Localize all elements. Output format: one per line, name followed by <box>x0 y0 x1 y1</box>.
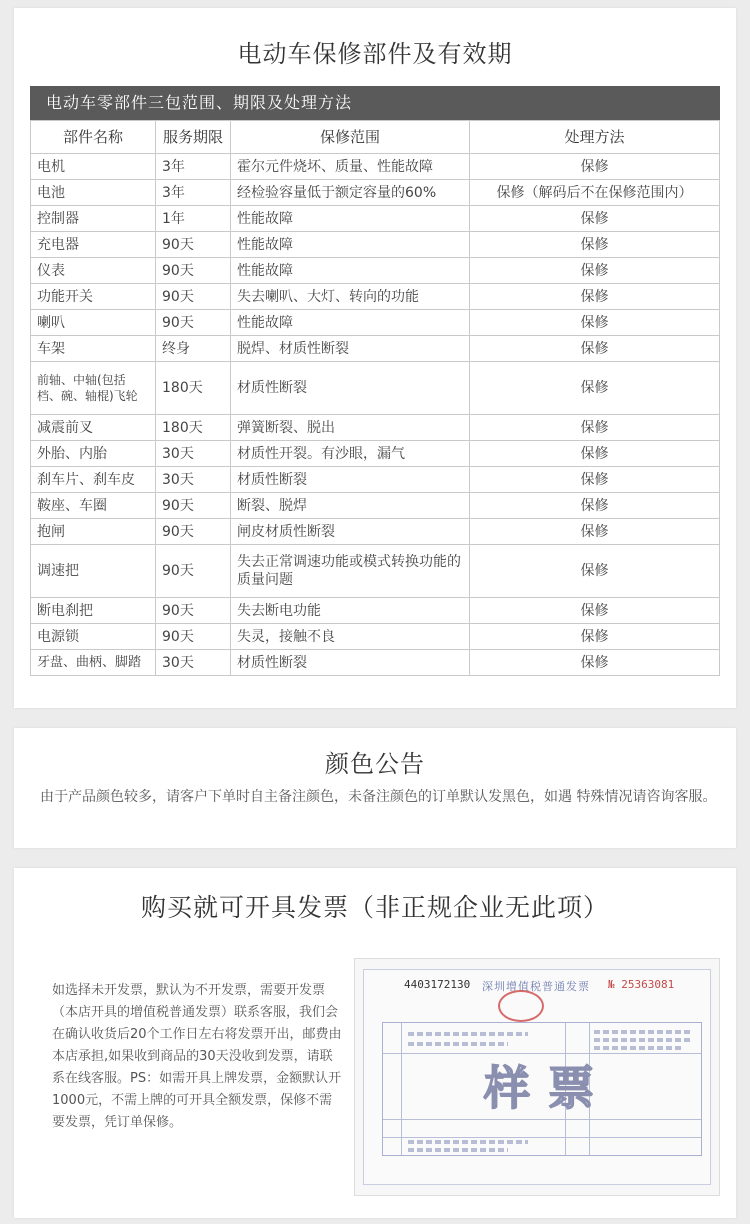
cell-method: 保修 <box>470 310 720 336</box>
cell-period: 3年 <box>156 154 231 180</box>
invoice-title: 购买就可开具发票（非正规企业无此项） <box>140 893 609 922</box>
cell-scope: 断裂、脱焊 <box>231 493 470 519</box>
warranty-card <box>14 8 736 708</box>
cell-period: 180天 <box>156 415 231 441</box>
cell-period: 90天 <box>156 258 231 284</box>
column-header-scope: 保修范围 <box>231 121 470 154</box>
color-notice-card <box>14 728 736 848</box>
cell-method: 保修 <box>470 598 720 624</box>
cell-part: 电源锁 <box>31 624 156 650</box>
cell-method: 保修 <box>470 624 720 650</box>
table-row <box>31 545 720 598</box>
table-row <box>31 336 720 362</box>
table-row <box>31 154 720 180</box>
cell-period: 180天 <box>156 362 231 415</box>
cell-method: 保修 <box>470 493 720 519</box>
table-row <box>31 180 720 206</box>
table-row <box>31 598 720 624</box>
table-row <box>31 310 720 336</box>
cell-method: 保修 <box>470 232 720 258</box>
cell-part: 鞍座、车圈 <box>31 493 156 519</box>
cell-period: 90天 <box>156 545 231 598</box>
table-header-row <box>31 121 720 154</box>
cell-period: 1年 <box>156 206 231 232</box>
sample-invoice-image <box>354 958 720 1196</box>
invoice-sample-title: 深圳增值税普通发票 <box>482 980 590 993</box>
cell-period: 终身 <box>156 336 231 362</box>
cell-part: 前轴、中轴(包括档、碗、轴棍)飞轮 <box>31 362 156 415</box>
cell-method: 保修 <box>470 545 720 598</box>
cell-method: 保修 <box>470 336 720 362</box>
cell-part: 电池 <box>31 180 156 206</box>
cell-part: 控制器 <box>31 206 156 232</box>
cell-scope: 材质性断裂 <box>231 362 470 415</box>
column-header-method: 处理方法 <box>470 121 720 154</box>
cell-scope: 性能故障 <box>231 232 470 258</box>
table-row <box>31 232 720 258</box>
warranty-title: 电动车保修部件及有效期 <box>237 40 513 68</box>
cell-scope: 失去正常调速功能或模式转换功能的质量问题 <box>231 545 470 598</box>
invoice-card <box>14 868 736 1218</box>
cell-part: 断电刹把 <box>31 598 156 624</box>
cell-scope: 材质性开裂。有沙眼，漏气 <box>231 441 470 467</box>
cell-period: 90天 <box>156 284 231 310</box>
cell-period: 3年 <box>156 180 231 206</box>
color-notice-title: 颜色公告 <box>325 750 425 778</box>
cell-method: 保修 <box>470 154 720 180</box>
cell-method: 保修 <box>470 206 720 232</box>
cell-method: 保修（解码后不在保修范围内） <box>470 180 720 206</box>
cell-period: 90天 <box>156 232 231 258</box>
cell-scope: 失灵，接触不良 <box>231 624 470 650</box>
cell-part: 刹车片、刹车皮 <box>31 467 156 493</box>
cell-part: 充电器 <box>31 232 156 258</box>
cell-scope: 霍尔元件烧坏、质量、性能故障 <box>231 154 470 180</box>
cell-period: 30天 <box>156 467 231 493</box>
cell-scope: 性能故障 <box>231 206 470 232</box>
cell-scope: 材质性断裂 <box>231 650 470 676</box>
table-row <box>31 493 720 519</box>
warranty-table-body <box>31 154 720 676</box>
invoice-seal-stamp <box>498 990 544 1022</box>
cell-part: 功能开关 <box>31 284 156 310</box>
cell-period: 90天 <box>156 310 231 336</box>
cell-part: 外胎、内胎 <box>31 441 156 467</box>
cell-method: 保修 <box>470 258 720 284</box>
cell-method: 保修 <box>470 415 720 441</box>
table-row <box>31 467 720 493</box>
cell-scope: 材质性断裂 <box>231 467 470 493</box>
column-header-period: 服务期限 <box>156 121 231 154</box>
table-row <box>31 624 720 650</box>
cell-method: 保修 <box>470 519 720 545</box>
cell-scope: 闸皮材质性断裂 <box>231 519 470 545</box>
cell-part: 减震前叉 <box>31 415 156 441</box>
table-row <box>31 415 720 441</box>
cell-period: 90天 <box>156 519 231 545</box>
table-row <box>31 519 720 545</box>
cell-method: 保修 <box>470 441 720 467</box>
invoice-watermark: 样票 <box>484 1061 612 1115</box>
cell-scope: 失去喇叭、大灯、转向的功能 <box>231 284 470 310</box>
cell-period: 30天 <box>156 441 231 467</box>
cell-part: 牙盘、曲柄、脚踏 <box>31 650 156 676</box>
invoice-paper <box>363 969 711 1185</box>
cell-method: 保修 <box>470 650 720 676</box>
cell-part: 电机 <box>31 154 156 180</box>
column-header-part: 部件名称 <box>31 121 156 154</box>
cell-part: 喇叭 <box>31 310 156 336</box>
table-row <box>31 206 720 232</box>
table-row <box>31 441 720 467</box>
warranty-table <box>30 120 720 676</box>
warranty-table-title: 电动车零部件三包范围、期限及处理方法 <box>30 86 720 120</box>
cell-method: 保修 <box>470 362 720 415</box>
invoice-code: 4403172130 <box>404 978 471 991</box>
cell-period: 90天 <box>156 598 231 624</box>
cell-scope: 性能故障 <box>231 258 470 284</box>
table-row <box>31 650 720 676</box>
cell-scope: 性能故障 <box>231 310 470 336</box>
cell-part: 抱闸 <box>31 519 156 545</box>
table-row <box>31 362 720 415</box>
cell-method: 保修 <box>470 284 720 310</box>
table-row <box>31 284 720 310</box>
cell-method: 保修 <box>470 467 720 493</box>
cell-scope: 脱焊、材质性断裂 <box>231 336 470 362</box>
table-row <box>31 258 720 284</box>
cell-scope: 失去断电功能 <box>231 598 470 624</box>
cell-period: 30天 <box>156 650 231 676</box>
color-notice-text: 由于产品颜色较多，请客户下单时自主备注颜色，未备注颜色的订单默认发黑色，如遇 特殊情况请咨询客服。 <box>40 789 717 805</box>
cell-part: 仪表 <box>31 258 156 284</box>
cell-part: 调速把 <box>31 545 156 598</box>
invoice-text: 如选择未开发票，默认为不开发票，需要开发票（本店开具的增值税普通发票）联系客服，我们会在确认收货后20个工作日左右将发票开出，邮费由本店承担,如果收到商品的30天没收到发票，请联系在线客服。PS：如需开具上牌发票，金额默认开1000元，不需上牌的可开具全额发票，保修不需要发票，凭订单保修。 <box>52 983 342 1130</box>
invoice-number: № 25363081 <box>608 978 675 991</box>
cell-scope: 弹簧断裂、脱出 <box>231 415 470 441</box>
cell-scope: 经检验容量低于额定容量的60% <box>231 180 470 206</box>
cell-period: 90天 <box>156 624 231 650</box>
cell-part: 车架 <box>31 336 156 362</box>
cell-period: 90天 <box>156 493 231 519</box>
